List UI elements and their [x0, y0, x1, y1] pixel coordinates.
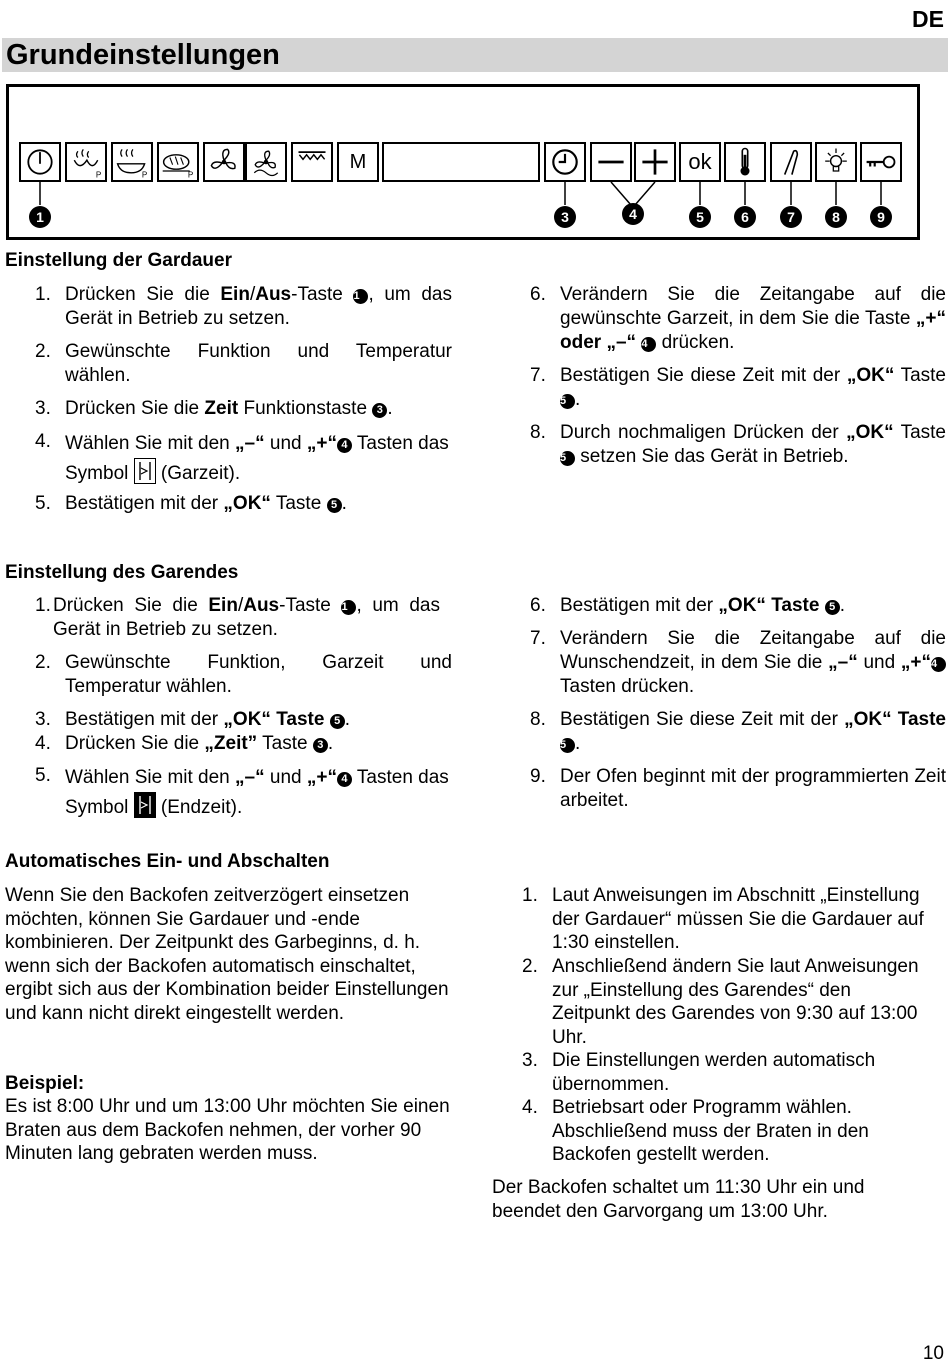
example-paragraph: Es ist 8:00 Uhr und um 13:00 Uhr möchten Sie einen Braten aus dem Backofen nehmen, der vorher 90 Minuten lang gebraten werden muss.	[5, 1096, 450, 1164]
list-item: 1. Laut Anweisungen im Abschnitt „Einstellung der Gardauer“ müssen Sie die Gardauer auf 1:30 einstellen.	[522, 885, 924, 953]
example-label: Beispiel:	[5, 1073, 85, 1094]
list-item: 2. Anschließend ändern Sie laut Anweisungen zur „Einstellung des Garendes“ den Zeitpunkt des Garendes von 9:30 auf 13:00 Uhr.	[522, 956, 919, 1048]
thermometer-icon	[724, 142, 766, 182]
intro-paragraph: Wenn Sie den Backofen zeitverzögert einsetzen möchten, können Sie Gardauer und -ende kombinieren. Der Zeitpunkt des Garbeginns, d. h. wenn sich der Backofen automatisch einschaltet, ergibt sich aus der Kombination beider Einstellungen und kann nicht direkt eingestellt werden.	[5, 885, 449, 1024]
list-item: 6. Verändern Sie die Zeitangabe auf die gewünschte Garzeit, in dem Sie die Taste „+“ oder „–“ 4 drücken.	[530, 284, 946, 353]
list-item: 3. Bestätigen mit der „OK“ Taste 5 .	[35, 709, 350, 730]
key-lock-icon	[860, 142, 902, 182]
list-item: 5. Bestätigen mit der „OK“ Taste 5 .	[35, 493, 347, 514]
callout-4: 4	[622, 203, 644, 225]
clock-icon	[544, 142, 586, 182]
svg-text:P: P	[187, 170, 194, 180]
ok-button: ok	[679, 142, 721, 182]
grill-icon	[291, 142, 333, 182]
display-window	[382, 142, 540, 182]
duration-symbol-icon	[134, 458, 156, 484]
page-title: Grundeinstellungen	[6, 39, 280, 71]
list-item: 7. Verändern Sie die Zeitangabe auf die Wunschendzeit, in dem Sie die „–“ und „+“4 Tasten drücken.	[530, 628, 946, 697]
list-item: 9. Der Ofen beginnt mit der programmierten Zeit arbeitet.	[530, 766, 946, 811]
probe-icon	[770, 142, 812, 182]
section-heading-garende: Einstellung des Garendes	[5, 562, 239, 583]
callout-7: 7	[780, 206, 802, 228]
steam-p-icon	[111, 142, 153, 182]
list-item: 5. Wählen Sie mit den „–“ und „+“ 4 Tasten das Symbol (Endzeit).	[35, 765, 449, 818]
list-item: 4. Betriebsart oder Programm wählen. Abschließend muss der Braten in den Backofen gestellt werden.	[522, 1097, 869, 1165]
callout-3: 3	[554, 206, 576, 228]
callout-5: 5	[689, 206, 711, 228]
callout-6: 6	[734, 206, 756, 228]
list-item: 4. Drücken Sie die „Zeit” Taste 3 .	[35, 733, 334, 754]
list-item: 8. Bestätigen Sie diese Zeit mit der „OK“ Taste 5 .	[530, 709, 946, 754]
end-time-symbol-icon	[134, 792, 156, 818]
list-item: 7. Bestätigen Sie diese Zeit mit der „OK“ Taste 5 .	[530, 365, 946, 410]
list-item: 3. Die Einstellungen werden automatisch übernommen.	[522, 1050, 876, 1095]
bread-p-icon	[157, 142, 199, 182]
list-item: 1. Drücken Sie die Ein/Aus-Taste 1 , um das Gerät in Betrieb zu setzen.	[35, 595, 440, 640]
lamp-icon	[815, 142, 857, 182]
plus-icon	[634, 142, 676, 182]
list-item: 2. Gewünschte Funktion, Garzeit und Temperatur wählen.	[35, 652, 452, 697]
page-number: 10	[922, 1343, 944, 1364]
section-heading-automatic: Automatisches Ein- und Abschalten	[5, 851, 330, 872]
section-heading-gardauer: Einstellung der Gardauer	[5, 250, 232, 271]
list-item: 8. Durch nochmaligen Drücken der „OK“ Taste 5 setzen Sie das Gerät in Betrieb.	[530, 422, 946, 467]
power-icon	[19, 142, 61, 182]
list-item: 2. Gewünschte Funktion und Temperatur wählen.	[35, 341, 452, 386]
callout-9: 9	[870, 206, 892, 228]
language-tag: DE	[912, 6, 944, 32]
list-item: 4. Wählen Sie mit den „–“ und „+“ 4 Tasten das Symbol (Garzeit).	[35, 431, 449, 484]
list-item: 3. Drücken Sie die Zeit Funktionstaste 3 .	[35, 398, 393, 419]
callout-1: 1	[29, 206, 51, 228]
fan-heat-icon	[245, 142, 287, 182]
svg-text:P: P	[95, 170, 102, 180]
fan-icon	[203, 142, 245, 182]
list-item: 6. Bestätigen mit der „OK“ Taste 5 .	[530, 595, 845, 616]
svg-text:P: P	[141, 170, 148, 180]
callout-8: 8	[825, 206, 847, 228]
minus-icon	[590, 142, 632, 182]
defrost-p-icon	[65, 142, 107, 182]
callout-lines	[0, 182, 950, 214]
conclusion-paragraph: Der Backofen schaltet um 11:30 Uhr ein und beendet den Garvorgang um 13:00 Uhr.	[492, 1177, 865, 1222]
memory-button: M	[337, 142, 379, 182]
list-item: 1. Drücken Sie die Ein/Aus-Taste 1 , um das Gerät in Betrieb zu setzen.	[35, 284, 452, 329]
